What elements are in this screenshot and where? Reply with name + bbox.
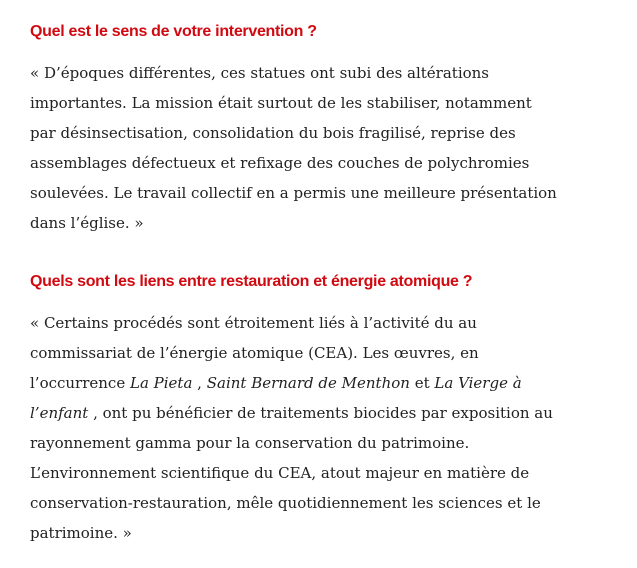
answer-line: par désinsectisation, consolidation du bois fragilisé, reprise des bbox=[30, 124, 516, 142]
answer-line: rayonnement gamma pour la conservation du patrimoine. bbox=[30, 434, 470, 452]
artwork-title-vierge: La Vierge à bbox=[434, 374, 522, 392]
answer-line: soulevées. Le travail collectif en a permis une meilleure présentation bbox=[30, 184, 557, 202]
answer-line: dans l’église. » bbox=[30, 214, 144, 232]
question-heading-atomic-energy: Quels sont les liens entre restauration et énergie atomique ? bbox=[30, 273, 473, 290]
answer-text: l’occurrence bbox=[30, 374, 130, 392]
answer-line bbox=[30, 368, 590, 398]
artwork-title-saint-bernard: Saint Bernard de Menthon bbox=[206, 374, 410, 392]
question-heading-intervention: Quel est le sens de votre intervention ? bbox=[30, 23, 317, 40]
answer-line: commissariat de l’énergie atomique (CEA). Les œuvres, en bbox=[30, 344, 479, 362]
answer-line: assemblages défectueux et refixage des couches de polychromies bbox=[30, 154, 530, 172]
answer-line: conservation-restauration, mêle quotidiennement les sciences et le bbox=[30, 494, 541, 512]
artwork-title-pieta: La Pieta bbox=[129, 374, 193, 392]
answer-line: importantes. La mission était surtout de les stabiliser, notamment bbox=[30, 94, 532, 112]
answer-line: patrimoine. » bbox=[30, 524, 132, 542]
answer-text: , bbox=[192, 374, 207, 392]
answer-text: , ont pu bénéficier de traitements biocides par exposition au bbox=[88, 404, 553, 422]
answer-line: « Certains procédés sont étroitement liés à l’activité du au bbox=[30, 314, 477, 332]
answer-text: et bbox=[409, 374, 435, 392]
answer-line: L’environnement scientifique du CEA, atout majeur en matière de bbox=[30, 464, 530, 482]
answer-paragraph-intervention bbox=[30, 58, 590, 238]
answer-paragraph-atomic-energy bbox=[30, 308, 590, 548]
answer-line bbox=[30, 398, 590, 428]
answer-line: « D’époques différentes, ces statues ont subi des altérations bbox=[30, 64, 490, 82]
artwork-title-vierge-cont: l’enfant bbox=[30, 404, 89, 422]
